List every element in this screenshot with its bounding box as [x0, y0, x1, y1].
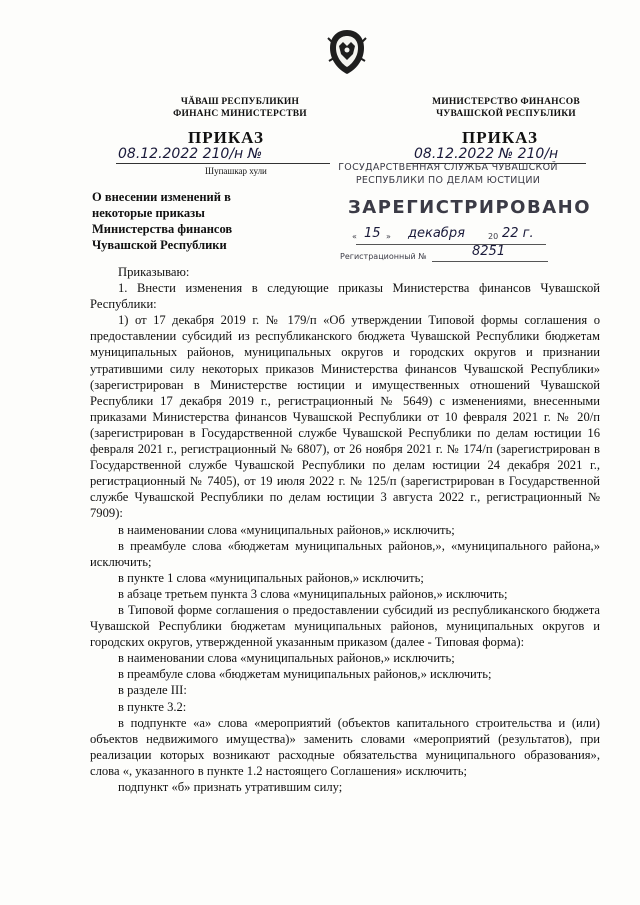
body-paragraph: подпункт «б» признать утратившим силу;	[118, 780, 343, 794]
body-paragraph: в пункте 3.2:	[118, 699, 187, 714]
stamp-day-open: «	[352, 232, 357, 241]
stamp-reg-label: Регистрационный №	[340, 252, 427, 261]
body-paragraph: в пункте 1 слова «муниципальных районов,» исключить;	[118, 570, 424, 585]
stamp-day: 15	[364, 226, 381, 241]
registration-stamp	[334, 160, 591, 270]
title-line: Министерства финансов	[92, 222, 233, 236]
body-paragraph: в Типовой форме соглашения о предоставлении субсидий из республиканского бюджета Чувашской Республики бюджетам муниципальных районов, муниципальных округов и городских округов, утвержденной указанным приказом (далее - Типовая форма):	[90, 602, 600, 650]
stamp-year-prefix: 20	[488, 232, 499, 241]
title-line: некоторые приказы	[92, 206, 205, 220]
body-paragraph: 1. Внести изменения в следующие приказы Министерства финансов Чувашской Республики:	[90, 281, 600, 312]
title-line: Чувашской Республики	[92, 238, 227, 252]
right-header-line2: ЧУВАШСКОЙ РЕСПУБЛИКИ	[436, 109, 576, 119]
stamp-reg-number: 8251	[472, 244, 506, 259]
stamp-registered: ЗАРЕГИСТРИРОВАНО	[348, 197, 591, 218]
stamp-line2: РЕСПУБЛИКИ ПО ДЕЛАМ ЮСТИЦИИ	[355, 175, 541, 186]
body-paragraph: в преамбуле слова «бюджетам муниципальных районов,», «муниципального района,» исключить;	[90, 538, 600, 569]
body-paragraph: Приказываю:	[118, 265, 190, 279]
left-header	[140, 96, 340, 120]
body-paragraph: в разделе III:	[118, 683, 187, 698]
body-paragraph: в наименовании слова «муниципальных районов,» исключить;	[118, 522, 455, 537]
body-paragraph: в абзаце третьем пункта 3 слова «муниципальных районов,» исключить;	[118, 586, 508, 601]
place-name: Шупашкар хули	[205, 166, 267, 176]
stamp-day-close: »	[386, 232, 391, 241]
right-doc-type: ПРИКАЗ	[462, 128, 538, 147]
body-paragraph: в подпункте «а» слова «мероприятий (объектов капитального строительства и (или) объектов недвижимого имущества)» заменить словами «мероприятий (результатов), при реализации которых возникают расходные обязательства муниципального образования», слова «, указанного в пункте 1.2 настоящего Соглашения» исключить;	[90, 715, 600, 778]
stamp-year-suffix: 22 г.	[502, 226, 534, 241]
stamp-line1: ГОСУДАРСТВЕННАЯ СЛУЖБА ЧУВАШСКОЙ	[338, 162, 558, 173]
body-paragraph: в преамбуле слова «бюджетам муниципальных районов,» исключить;	[118, 667, 492, 682]
document-body	[90, 264, 600, 795]
left-header-line1: ЧĂВАШ РЕСПУБЛИКИН	[180, 97, 300, 107]
left-doc-type: ПРИКАЗ	[188, 128, 264, 147]
coat-of-arms-icon	[326, 28, 368, 76]
right-header	[406, 96, 606, 120]
stamp-reg-line	[432, 261, 548, 262]
body-paragraph: 1) от 17 декабря 2019 г. № 179/п «Об утверждении Типовой формы соглашения о предоставлении субсидий из республиканского бюджета Чувашской Республики бюджетам муниципальных районов, муниципальных округов и городских округов и признании утратившими силу некоторых приказов Министерства финансов Чувашской Республики» (зарегистрирован в Министерстве юстиции и имущественных отношений Чувашской Республики 17 декабря 2019 г., регистрационный № 5649) с изменениями, внесенными приказами Министерства финансов Чувашской Республики от 10 февраля 2021 г. № 20/п (зарегистрирован в Государственной службе Чувашской Республики по делам юстиции 16 февраля 2021 г., регистрационный № 6807), от 26 ноября 2021 г. № 174/п (зарегистрирован в Государственной службе Чувашской Республики по делам юстиции 24 декабря 2021 г., регистрационный № 7405), от 19 июля 2022 г. № 125/п (зарегистрирован в Государственной службе Чувашской Республики по делам юстиции 3 августа 2022 г., регистрационный № 7909):	[90, 313, 600, 521]
left-date-number: 08.12.2022 210/н №	[118, 146, 263, 162]
stamp-date-line	[356, 244, 546, 245]
right-header-line1: МИНИСТЕРСТВО ФИНАНСОВ	[432, 97, 580, 107]
left-header-line2: ФИНАНС МИНИСТЕРСТВИ	[173, 109, 307, 119]
document-title	[92, 189, 292, 253]
right-date-number: 08.12.2022 № 210/н	[414, 146, 559, 162]
left-underline	[116, 163, 330, 164]
body-paragraph: в наименовании слова «муниципальных районов,» исключить;	[118, 651, 455, 666]
stamp-month: декабря	[408, 226, 465, 241]
title-line: О внесении изменений в	[92, 190, 231, 204]
